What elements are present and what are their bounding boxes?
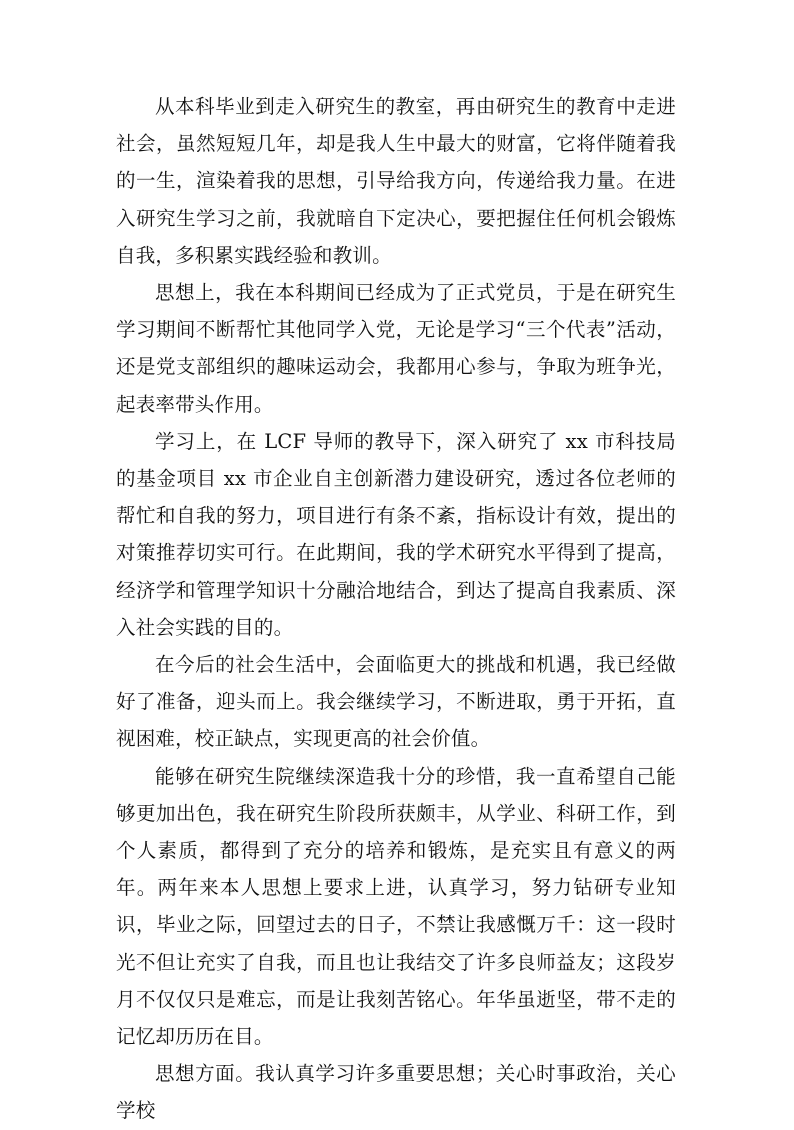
paragraph-2: 思想上，我在本科期间已经成为了正式党员，于是在研究生学习期间不断帮忙其他同学入党，无论是学习“三个代表”活动，还是党支部组织的趣味运动会，我都用心参与，争取为班争光，起表率带头作用。: [116, 281, 676, 416]
paragraph-1: 从本科毕业到走入研究生的教室，再由研究生的教育中走进社会，虽然短短几年，却是我人生中最大的财富，它将伴随着我的一生，渲染着我的思想，引导给我方向，传递给我力量。在进入研究生学习之前，我就暗自下定决心，要把握住任何机会锻炼自我，多积累实践经验和教训。: [116, 95, 676, 267]
paragraph-6: 思想方面。我认真学习许多重要思想；关心时事政治，关心学校: [116, 1062, 676, 1123]
document-body: [116, 88, 676, 1130]
paragraph-5: 能够在研究生院继续深造我十分的珍惜，我一直希望自己能够更加出色，我在研究生阶段所获颇丰，从学业、科研工作，到个人素质，都得到了充分的培养和锻炼，是充实且有意义的两年。两年来本人思想上要求上进，认真学习，努力钻研专业知识，毕业之际，回望过去的日子，不禁让我感慨万千：这一段时光不但让充实了自我，而且也让我结交了许多良师益友；这段岁月不仅仅只是难忘，而是让我刻苦铭心。年华虽逝坚，带不走的记忆却历历在目。: [116, 764, 676, 1049]
paragraph-4: 在今后的社会生活中，会面临更大的挑战和机遇，我已经做好了准备，迎头而上。我会继续学习，不断进取，勇于开拓，直视困难，校正缺点，实现更高的社会价值。: [116, 653, 676, 751]
paragraph-3: 学习上，在 LCF 导师的教导下，深入研究了 xx 市科技局的基金项目 xx 市企业自主创新潜力建设研究，透过各位老师的帮忙和自我的努力，项目进行有条不紊，指标设计有效，提出的对策推荐切实可行。在此期间，我的学术研究水平得到了提高，经济学和管理学知识十分融洽地结合，到达了提高自我素质、深入社会实践的目的。: [116, 429, 676, 639]
